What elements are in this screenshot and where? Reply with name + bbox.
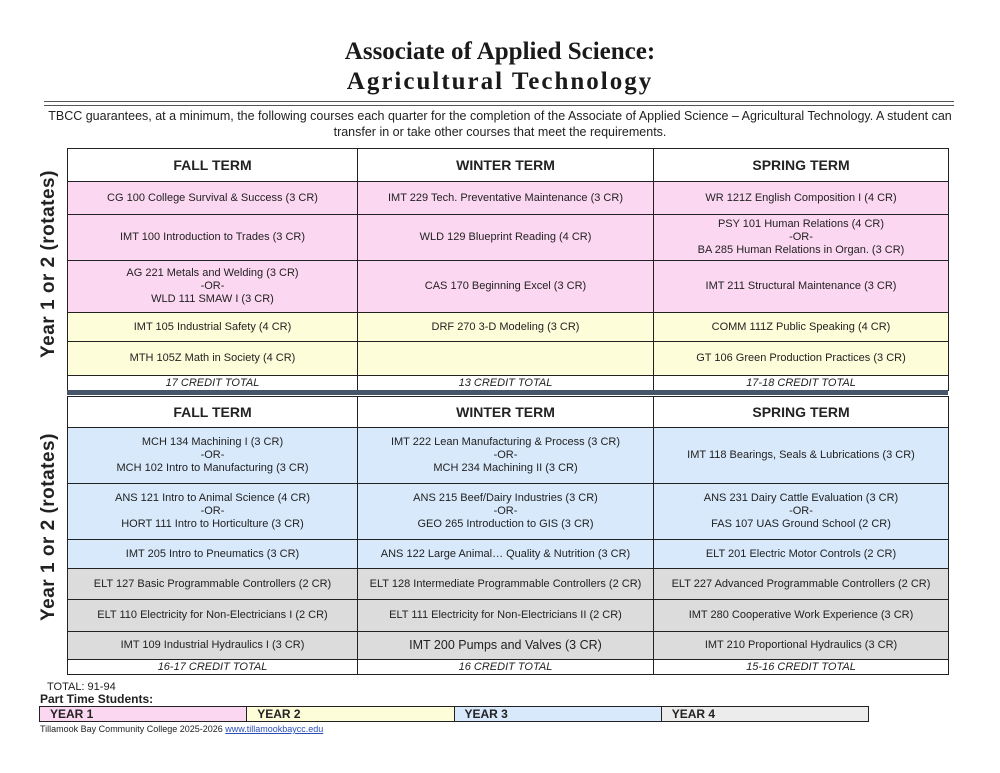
course-cell: MCH 134 Machining I (3 CR) -OR- MCH 102 Intro to Manufacturing (3 CR) [68,428,358,484]
course-cell: ELT 110 Electricity for Non-Electricians I (2 CR) [68,600,358,632]
course-cell: ELT 111 Electricity for Non-Electricians II (2 CR) [358,600,654,632]
course-cell: ANS 231 Dairy Cattle Evaluation (3 CR) -OR- FAS 107 UAS Ground School (2 CR) [654,484,949,540]
credit-total-spring: 17-18 CREDIT TOTAL [654,376,949,391]
course-cell: CG 100 College Survival & Success (3 CR) [68,182,358,215]
footer [40,724,323,734]
course-cell: ELT 128 Intermediate Programmable Controllers (2 CR) [358,569,654,600]
footer-text: Tillamook Bay Community College 2025-2026 [40,724,226,734]
credit-total-spring: 15-16 CREDIT TOTAL [654,660,949,675]
title-rule-top [44,101,954,102]
table-row [68,261,949,313]
course-cell: WR 121Z English Composition I (4 CR) [654,182,949,215]
credit-total-fall: 17 CREDIT TOTAL [68,376,358,391]
totals-row [68,376,949,391]
table-row [68,632,949,660]
legend-year-1: YEAR 1 [40,707,247,722]
legend-year-3: YEAR 3 [454,707,661,722]
course-cell-empty [358,342,654,376]
credit-total-winter: 13 CREDIT TOTAL [358,376,654,391]
page-title-line1: Associate of Applied Science: [344,38,656,65]
totals-row [68,660,949,675]
course-cell: ANS 215 Beef/Dairy Industries (3 CR) -OR- GEO 265 Introduction to GIS (3 CR) [358,484,654,540]
course-cell: AG 221 Metals and Welding (3 CR) -OR- WLD 111 SMAW I (3 CR) [68,261,358,313]
legend-year-2: YEAR 2 [247,707,454,722]
intro-text: TBCC guarantees, at a minimum, the following courses each quarter for the completion of the Associate of Applied Science – Agricultural Technology. A student can transfer in or take other courses that meet the requirements. [48,109,952,139]
table-row [68,600,949,632]
credit-total-winter: 16 CREDIT TOTAL [358,660,654,675]
course-cell: ANS 121 Intro to Animal Science (4 CR) -OR- HORT 111 Intro to Horticulture (3 CR) [68,484,358,540]
credit-total-fall: 16-17 CREDIT TOTAL [68,660,358,675]
table-row [68,342,949,376]
course-cell: IMT 200 Pumps and Valves (3 CR) [358,632,654,660]
table-row [68,428,949,484]
table-separator [67,390,948,395]
table-row [68,182,949,215]
program-total-credits: TOTAL: 91-94 [47,681,116,693]
column-header-spring: SPRING TERM [654,397,949,428]
table-row [68,540,949,569]
course-cell: IMT 118 Bearings, Seals & Lubrications (3 CR) [654,428,949,484]
table-row [68,215,949,261]
title-rule-bottom [44,105,954,106]
course-cell: IMT 222 Lean Manufacturing & Process (3 CR) -OR- MCH 234 Machining II (3 CR) [358,428,654,484]
course-cell: IMT 229 Tech. Preventative Maintenance (3 CR) [358,182,654,215]
course-cell: ELT 227 Advanced Programmable Controllers (2 CR) [654,569,949,600]
column-header-fall: FALL TERM [68,149,358,182]
course-cell: MTH 105Z Math in Society (4 CR) [68,342,358,376]
course-cell: IMT 210 Proportional Hydraulics (3 CR) [654,632,949,660]
course-cell: IMT 100 Introduction to Trades (3 CR) [68,215,358,261]
course-cell: IMT 109 Industrial Hydraulics I (3 CR) [68,632,358,660]
legend-year-4: YEAR 4 [661,707,868,722]
schedule-table-bottom [67,396,949,675]
schedule-table-top [67,148,949,391]
course-cell: PSY 101 Human Relations (4 CR) -OR- BA 285 Human Relations in Organ. (3 CR) [654,215,949,261]
year-legend [39,706,869,722]
column-header-winter: WINTER TERM [358,397,654,428]
table-row [68,313,949,342]
course-cell: IMT 280 Cooperative Work Experience (3 CR) [654,600,949,632]
page-title-line2: Agricultural Technology [346,68,654,95]
course-cell: ELT 127 Basic Programmable Controllers (2 CR) [68,569,358,600]
course-cell: DRF 270 3-D Modeling (3 CR) [358,313,654,342]
course-cell: GT 106 Green Production Practices (3 CR) [654,342,949,376]
course-cell: ELT 201 Electric Motor Controls (2 CR) [654,540,949,569]
college-website-link[interactable]: www.tillamookbaycc.edu [225,724,324,734]
course-cell: IMT 205 Intro to Pneumatics (3 CR) [68,540,358,569]
course-cell: COMM 111Z Public Speaking (4 CR) [654,313,949,342]
column-header-winter: WINTER TERM [358,149,654,182]
course-cell: ANS 122 Large Animal… Quality & Nutrition (3 CR) [358,540,654,569]
header-row [68,397,949,428]
table-row [68,569,949,600]
column-header-spring: SPRING TERM [654,149,949,182]
course-cell: WLD 129 Blueprint Reading (4 CR) [358,215,654,261]
course-cell: IMT 211 Structural Maintenance (3 CR) [654,261,949,313]
course-cell: IMT 105 Industrial Safety (4 CR) [68,313,358,342]
table-row [68,484,949,540]
column-header-fall: FALL TERM [68,397,358,428]
header-row [68,149,949,182]
course-cell: CAS 170 Beginning Excel (3 CR) [358,261,654,313]
part-time-label: Part Time Students: [40,692,154,706]
